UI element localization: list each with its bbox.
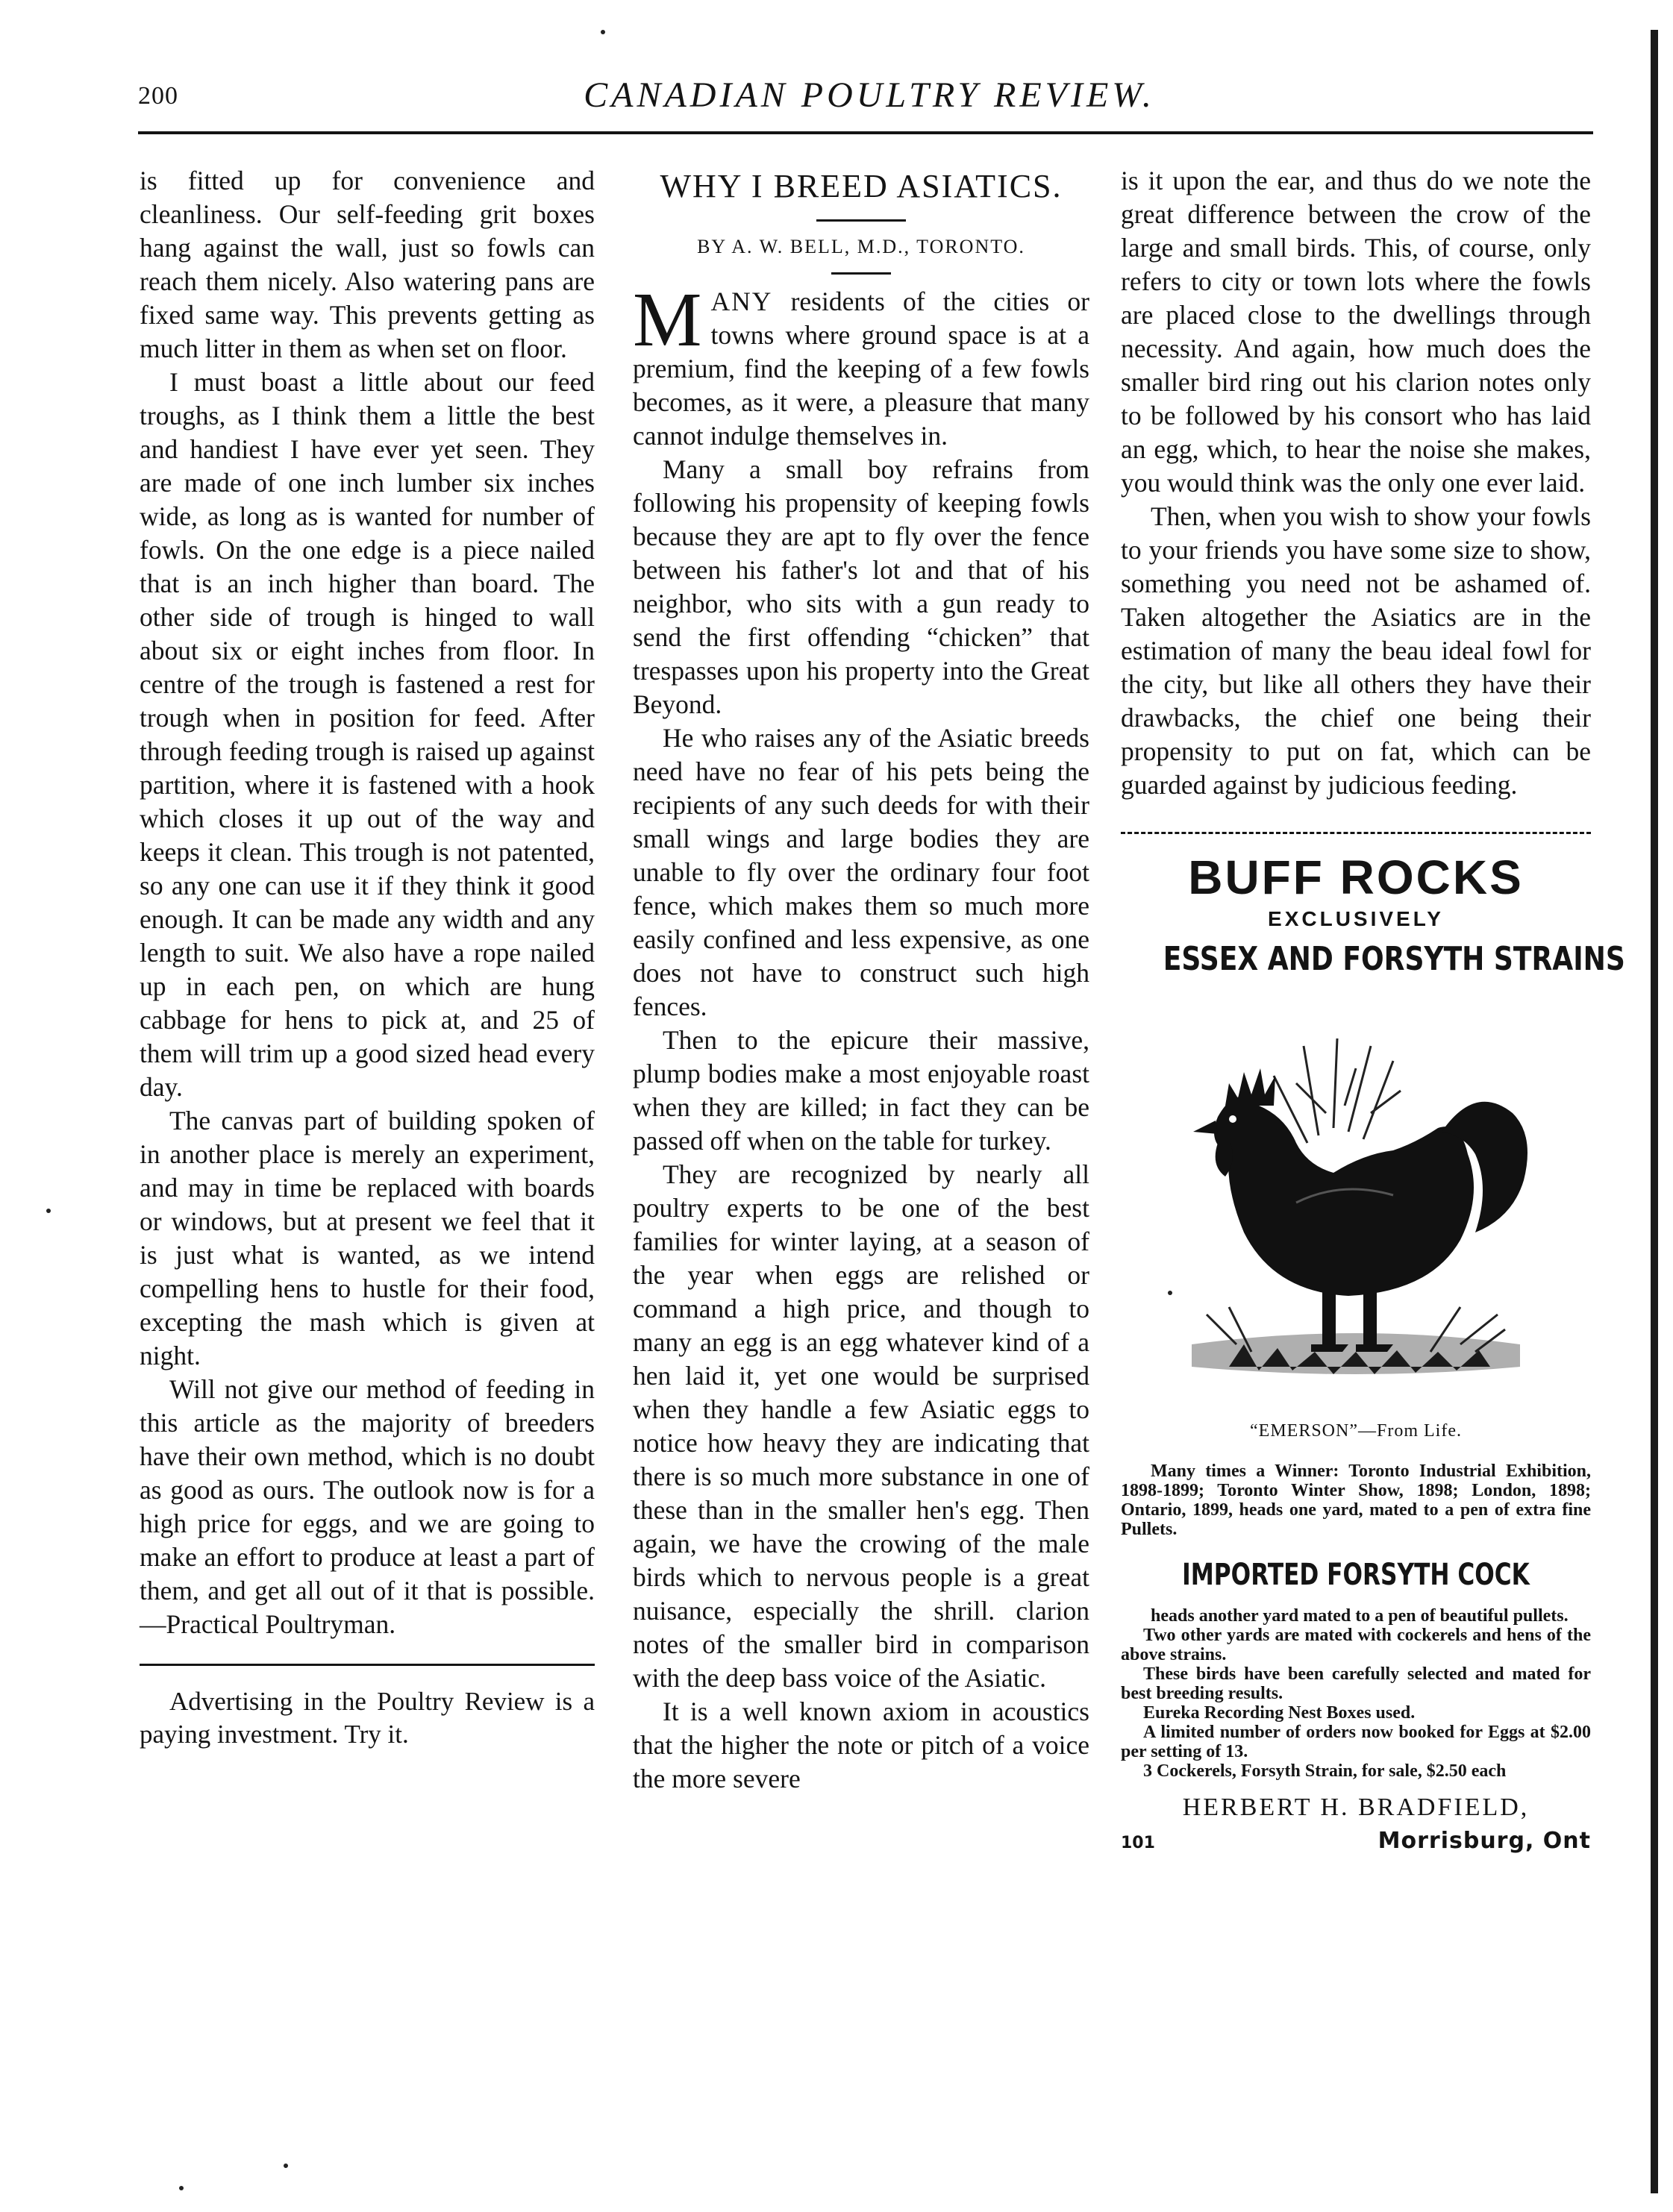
paragraph: The canvas part of building spoken of in another place is merely an experiment, and may in time be replaced with boards or windows, but at present we feel that it is just what is wanted, as we intend compelling hens to hustle for their food, excepting the mash which is given at night. xyxy=(140,1106,595,1370)
header-rule xyxy=(138,131,1593,134)
scan-speck xyxy=(1168,1291,1172,1295)
advertiser-name: HERBERT H. BRADFIELD, xyxy=(1182,1793,1530,1821)
column-divider xyxy=(140,1664,595,1666)
article-lead-paragraph xyxy=(633,277,1089,453)
paragraph: It is a well known axiom in acoustics that the higher the note or pitch of a voice the more severe xyxy=(633,1696,1089,1793)
paragraph: I must boast a little about our feed troughs, as I think them a little the best and handiest I have ever yet seen. They are made of one inch lumber six inches wide, as long as is wanted for number of fowls. On the one edge is a piece nailed that is an inch higher than board. The other side of trough is hinged to wall about six or eight inches from floor. In centre of the trough is fastened a rest for trough when in position for feed. After through feeding trough is raised up against partition, where it is fastened with a hook which closes it up out of the way and keeps it clean. This trough is not patented, so any one can use it if they think it good enough. It can be made any width and any length to suit. We also have a rope nailed up in each pen, on which are hung cabbage for hens to pick at, and 25 of them will trim up a good sized head every day. xyxy=(140,367,595,1102)
winner-line: Many times a Winner: Toronto Industrial Exhibition, 1898-1899; Toronto Winter Show, 1898; London, 1898; Ontario, 1899, heads one yard, mated to a pen of extra fine Pullets. xyxy=(1121,1461,1591,1539)
advertisement-divider xyxy=(1121,832,1591,834)
paragraph: Then, when you wish to show your fowls to your friends you have some size to show, something you need not be ashamed of. Taken altogether the Asiatics are in the estimation of many the beau ideal fowl for the city, but like all others they have their drawbacks, the chief one being their propensity to put on fat, which can be guarded against by judicious feeding. xyxy=(1121,501,1591,800)
page-header xyxy=(138,75,1601,119)
advertiser-town: Morrisburg, Ont xyxy=(1378,1828,1591,1854)
byline-rule xyxy=(831,272,891,275)
rooster-icon xyxy=(1147,994,1565,1412)
article-title: WHY I BREED ASIATICS. xyxy=(660,168,1063,204)
scan-speck xyxy=(284,2164,288,2168)
article-byline: BY A. W. BELL, M.D., TORONTO. xyxy=(697,236,1025,257)
advertising-note: Advertising in the Poultry Review is a paying investment. Try it. xyxy=(140,1687,595,1749)
ad-winner-text xyxy=(1121,1461,1591,1539)
paragraph: Many a small boy refrains from following his propensity of keeping fowls because they are apt to fly over the fence between his father's lot and that of his neighbor, who sits with a gun ready to send the first offending “chicken” that trespasses upon his property into the Great Beyond. xyxy=(633,454,1089,719)
page-edge-shadow xyxy=(1651,30,1658,2193)
detail-line: 3 Cockerels, Forsyth Strain, for sale, $2.50 each xyxy=(1143,1761,1507,1781)
illustration-caption: “EMERSON”—From Life. xyxy=(1250,1421,1462,1441)
ad-number: 101 xyxy=(1121,1834,1155,1852)
detail-line: These birds have been carefully selected and mated for best breeding results. xyxy=(1121,1664,1591,1703)
advertisement xyxy=(1121,849,1625,1860)
paragraph: They are recognized by nearly all poultry experts to be one of the best families for winter laying, at a season of the year when eggs are relished or command a high price, and though to many an egg is an egg whatever kind of a hen laid it, yet one would be surprised when they handle a few Asiatic eggs to notice how heavy they are indicating that there is so much more substance in one of these than in the smaller hen's egg. Then again, we have the crowing of the male birds which to nervous people is a great nuisance, especially the shrill. clarion notes of the smaller bird in comparison with the deep bass voice of the Asiatic. xyxy=(633,1159,1089,1693)
paragraph: He who raises any of the Asiatic breeds need have no fear of his pets being the recipients of any such deeds for with their small wings and large bodies they are unable to fly over the ordinary four foot fence, which makes them so much more easily confined and less expensive, as one does not have to construct such high fences. xyxy=(633,723,1089,1021)
ad-strains: ESSEX AND FORSYTH STRAINS xyxy=(1163,940,1625,978)
advertiser-address xyxy=(1121,1824,1591,1860)
running-title: CANADIAN POULTRY REVIEW. xyxy=(584,75,1155,115)
paragraph: is fitted up for convenience and cleanliness. Our self-feeding grit boxes hang against the wall, just so fowls can reach them nicely. Also watering pans are fixed same way. This prevents getting as much litter in them as when set on floor. xyxy=(140,166,595,363)
detail-line: A limited number of orders now booked for Eggs at $2.00 per setting of 13. xyxy=(1121,1723,1591,1761)
ad-details xyxy=(1121,1606,1591,1781)
detail-line: Two other yards are mated with cockerels and hens of the above strains. xyxy=(1121,1626,1591,1664)
detail-line: heads another yard mated to a pen of beautiful pullets. xyxy=(1151,1606,1569,1626)
column-left xyxy=(140,164,595,1751)
page-number: 200 xyxy=(138,82,178,110)
ad-subtitle: EXCLUSIVELY xyxy=(1268,907,1444,930)
lead-text: residents of the cities or towns where ground space is at a premium, find the keeping of a few fowls becomes, as it were, a pleasure that many cannot indulge themselves in. xyxy=(633,286,1089,451)
detail-line: Eureka Recording Nest Boxes used. xyxy=(1143,1703,1416,1723)
scan-speck xyxy=(46,1209,51,1213)
scan-speck xyxy=(601,30,605,34)
drop-cap: M xyxy=(633,277,702,363)
title-rule xyxy=(816,219,906,222)
column-middle xyxy=(633,164,1089,1796)
scan-speck xyxy=(179,2186,184,2190)
paragraph: is it upon the ear, and thus do we note the great difference between the crow of the large and small birds. This, of course, only refers to city or town lots where the fowls are placed close to the dwellings through necessity. And again, how much does the smaller bird ring out his clarion notes only to be followed by his consort who has laid an egg, which, to hear the noise she makes, you would think was the only one ever laid. xyxy=(1121,166,1591,498)
rooster-illustration xyxy=(1147,994,1565,1412)
column-right xyxy=(1121,164,1625,1860)
lead-small-caps: ANY xyxy=(710,286,773,316)
ad-title: BUFF ROCKS xyxy=(1188,850,1524,904)
paragraph: Then to the epicure their massive, plump bodies make a most enjoyable roast when they are killed; in fact they can be passed off when on the table for turkey. xyxy=(633,1025,1089,1156)
paragraph: Will not give our method of feeding in this article as the majority of breeders have their own method, which is no doubt as good as ours. The outlook now is for a high price for eggs, and we are going to make an effort to produce at least a part of them, and get all out of it that is possible.—Practical Poultryman. xyxy=(140,1374,595,1639)
ad-cock-heading: IMPORTED FORSYTH COCK xyxy=(1182,1558,1530,1592)
